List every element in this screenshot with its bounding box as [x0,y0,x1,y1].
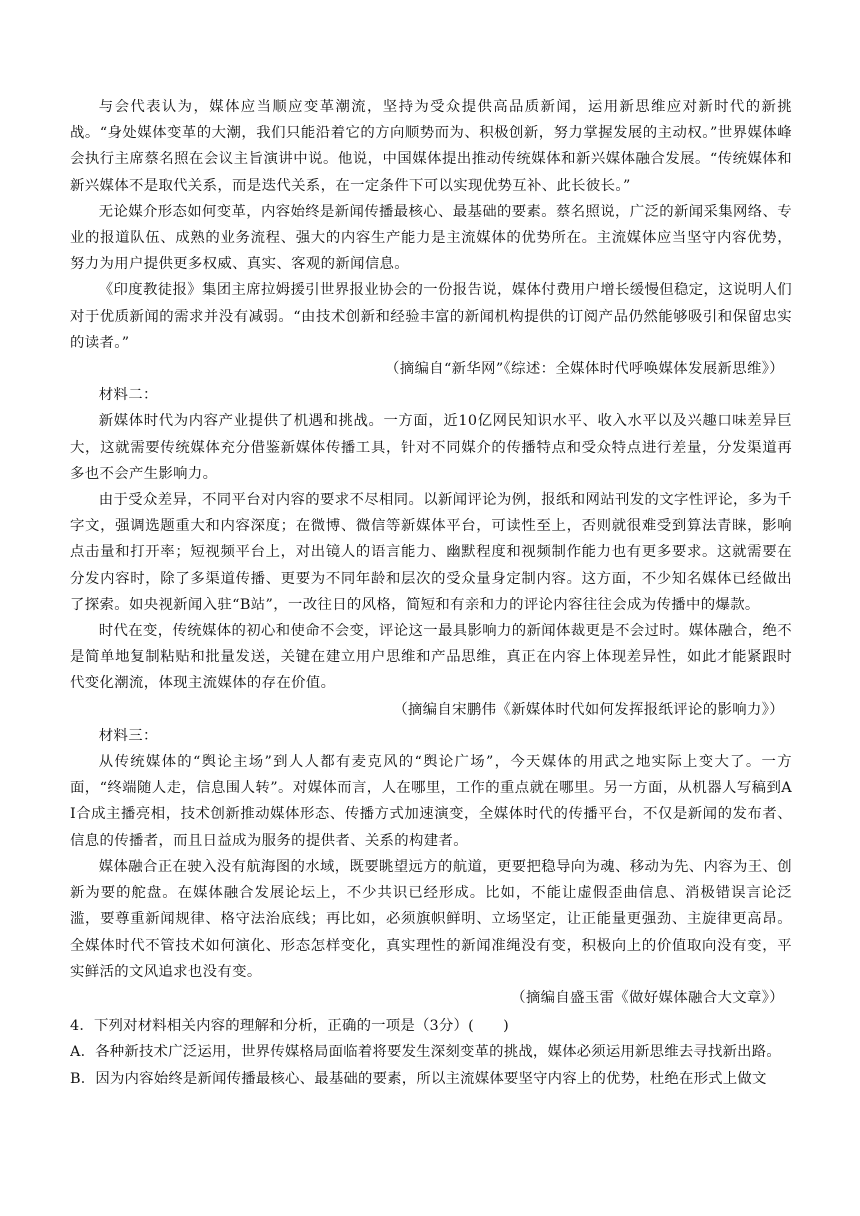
reading-passage [70,94,792,1092]
paragraph: 时代在变，传统媒体的初心和使命不会变，评论这一最具影响力的新闻体裁更是不会过时。媒体融合，绝不是简单地复制粘贴和批量发送，关键在建立用户思维和产品思维，真正在内容上体现差异性，如此才能紧跟时代变化潮流，体现主流媒体的存在价值。 [70,623,792,692]
answer-option-b[interactable]: B．因为内容始终是新闻传播最核心、最基础的要素，所以主流媒体要坚守内容上的优势，杜绝在形式上做文 [70,1070,767,1087]
answer-option-a[interactable]: A．各种新技术广泛运用，世界传媒格局面临着将要发生深刻变革的挑战，媒体必须运用新思维去寻找新出路。 [70,1044,781,1061]
material-one [70,94,792,382]
paragraph: 媒体融合正在驶入没有航海图的水域，既要眺望远方的航道，更要把稳导向为魂、移动为先、内容为王、创新为要的舵盘。在媒体融合发展论坛上，不少共识已经形成。比如，不能让虚假歪曲信息、消极错误言论泛滥，要尊重新闻规律、格守法治底线；再比如，必须旗帜鲜明、立场坚定，让正能量更强劲、主旋律更高昂。全媒体时代不管技术如何演化、形态怎样变化，真实理性的新闻准绳没有变，积极向上的价值取向没有变，平实鲜活的文风追求也没有变。 [70,858,792,980]
material-two [70,382,792,723]
source-citation: （摘编自“新华网”《综述：全媒体时代呼唤媒体发展新思维》） [384,361,784,378]
material-label: 材料二： [98,387,158,404]
paragraph: 无论媒介形态如何变革，内容始终是新闻传播最核心、最基础的要素。蔡名照说，广泛的新闻采集网络、专业的报道队伍、成熟的业务流程、强大的内容生产能力是主流媒体的优势所在。主流媒体应当坚守内容优势，努力为用户提供更多权威、真实、客观的新闻信息。 [70,203,792,273]
material-label: 材料三： [98,727,158,744]
source-citation: （摘编自宋鹏伟《新媒体时代如何发挥报纸评论的影响力》） [393,701,784,718]
paragraph: 新媒体时代为内容产业提供了机遇和挑战。一方面，近10亿网民知识水平、收入水平以及兴趣口味差异巨大，这就需要传统媒体充分借鉴新媒体传播工具，针对不同媒介的传播特点和受众特点进行差量，分发渠道再多也不会产生影响力。 [70,413,792,482]
question-block [70,1013,792,1092]
material-three [70,723,792,1011]
paragraph: 由于受众差异，不同平台对内容的要求不尽相同。以新闻评论为例，报纸和网站刊发的文字性评论，多为千字文，强调选题重大和内容深度；在微博、微信等新媒体平台，可读性至上，否则就很难受到算法青睐，影响点击量和打开率；短视频平台上，对出镜人的语言能力、幽默程度和视频制作能力也有更多要求。这就需要在分发内容时，除了多渠道传播、更要为不同年龄和层次的受众量身定制内容。这方面，不少知名媒体已经做出了探索。如央视新闻入驻“B站”，一改往日的风格，简短和有亲和力的评论内容往往会成为传播中的爆款。 [70,492,792,613]
paragraph: 与会代表认为，媒体应当顺应变革潮流，坚持为受众提供高品质新闻，运用新思维应对新时代的新挑战。“身处媒体变革的大潮，我们只能沿着它的方向顺势而为、积极创新，努力掌握发展的主动权。”世界媒体峰会执行主席蔡名照在会议主旨演讲中说。他说，中国媒体提出推动传统媒体和新兴媒体融合发展。“传统媒体和新兴媒体不是取代关系，而是迭代关系，在一定条件下可以实现优势互补、此长彼长。” [70,99,792,194]
paragraph: 从传统媒体的“舆论主场”到人人都有麦克风的“舆论广场”，今天媒体的用武之地实际上变大了。一方面，“终端随人走，信息围人转”。对媒体而言，人在哪里，工作的重点就在哪里。另一方面，从机器人写稿到AI合成主播亮相，技术创新推动媒体形态、传播方式加速演变，全媒体时代的传播平台，不仅是新闻的发布者、信息的传播者，而且日益成为服务的提供者、关系的构建者。 [70,754,792,849]
question-stem: 4．下列对材料相关内容的理解和分析，正确的一项是（3分）( ) [70,1018,509,1035]
paragraph: 《印度教徒报》集团主席拉姆援引世界报业协会的一份报告说，媒体付费用户增长缓慢但稳定，这说明人们对于优质新闻的需求并没有减弱。“由技术创新和经验丰富的新闻机构提供的订阅产品仍然能够吸引和保留忠实的读者。” [70,282,792,351]
source-citation: （摘编自盛玉雷《做好媒体融合大文章》） [511,989,784,1006]
